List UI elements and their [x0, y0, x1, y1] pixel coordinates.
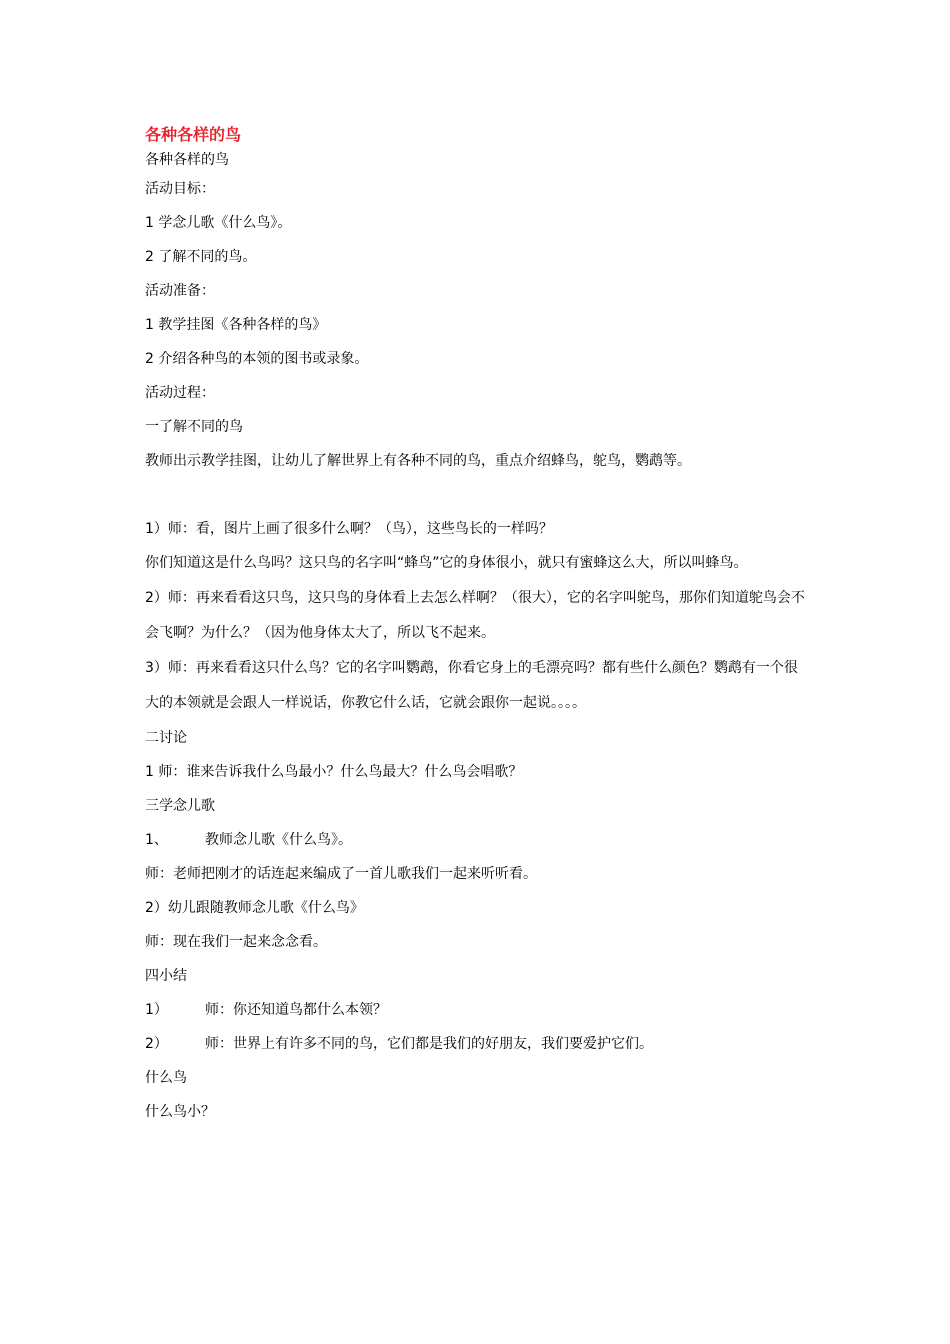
question-1: 1）师：看，图片上画了很多什么啊？（鸟），这些鸟长的一样吗？: [145, 521, 553, 537]
part4-item-2: [145, 1027, 810, 1061]
part3-item-1: [145, 823, 810, 857]
document-subtitle: 各种各样的鸟: [145, 152, 229, 168]
part4-item-2-text: 师：世界上有许多不同的鸟，它们都是我们的好朋友，我们要爱护它们。: [205, 1036, 653, 1052]
blank-line: [145, 478, 810, 512]
goal-item-1: 1 学念儿歌《什么鸟》。: [145, 215, 292, 231]
document-page: [145, 122, 810, 1129]
part2-question: 1 师：谁来告诉我什么鸟最小？什么鸟最大？什么鸟会唱歌？: [145, 764, 523, 780]
part4-item-1: [145, 993, 810, 1027]
question-2: 2）师：再来看看这只鸟，这只鸟的身体看上去怎么样啊？（很大），它的名字叫鸵鸟，那你们知道鸵鸟会不会飞啊？为什么？（因为他身体太大了，所以飞不起来。: [145, 590, 805, 641]
poem-title: 什么鸟: [145, 1070, 187, 1086]
prep-item-2: 2 介绍各种鸟的本领的图书或录象。: [145, 351, 369, 367]
part3-item-2: 2）幼儿跟随教师念儿歌《什么鸟》: [145, 900, 364, 916]
part3-item-1-text: 教师念儿歌《什么鸟》。: [205, 832, 352, 848]
question-3: 3）师：再来看看这只什么鸟？它的名字叫鹦鹉，你看它身上的毛漂亮吗？都有些什么颜色？鹦鹉有一个很大的本领就是会跟人一样说话，你教它什么话，它就会跟你一起说。。。。: [145, 660, 798, 711]
document-title: 各种各样的鸟: [145, 125, 242, 144]
part2-heading: 二讨论: [145, 730, 187, 746]
question-1-detail: 你们知道这是什么鸟吗？这只鸟的名字叫“蜂鸟”它的身体很小，就只有蜜蜂这么大，所以叫蜂鸟。: [145, 555, 748, 571]
prep-item-1: 1 教学挂图《各种各样的鸟》: [145, 317, 327, 333]
part4-item-1-text: 师：你还知道鸟都什么本领？: [205, 1002, 387, 1018]
part1-intro: 教师出示教学挂图，让幼儿了解世界上有各种不同的鸟，重点介绍蜂鸟，鸵鸟，鹦鹉等。: [145, 453, 691, 469]
goals-heading: 活动目标：: [145, 181, 215, 197]
part4-heading: 四小结: [145, 968, 187, 984]
part4-item-2-number: 2）: [145, 1036, 168, 1052]
part3-heading: 三学念儿歌: [145, 798, 215, 814]
process-heading: 活动过程：: [145, 385, 215, 401]
part3-item-1-detail: 师：老师把刚才的话连起来编成了一首儿歌我们一起来听听看。: [145, 866, 537, 882]
part3-item-2-detail: 师：现在我们一起来念念看。: [145, 934, 327, 950]
prep-heading: 活动准备：: [145, 283, 215, 299]
part3-item-1-number: 1、: [145, 832, 168, 848]
goal-item-2: 2 了解不同的鸟。: [145, 249, 257, 265]
part4-item-1-number: 1）: [145, 1002, 168, 1018]
part1-heading: 一了解不同的鸟: [145, 419, 243, 435]
poem-line-1: 什么鸟小？: [145, 1104, 215, 1120]
